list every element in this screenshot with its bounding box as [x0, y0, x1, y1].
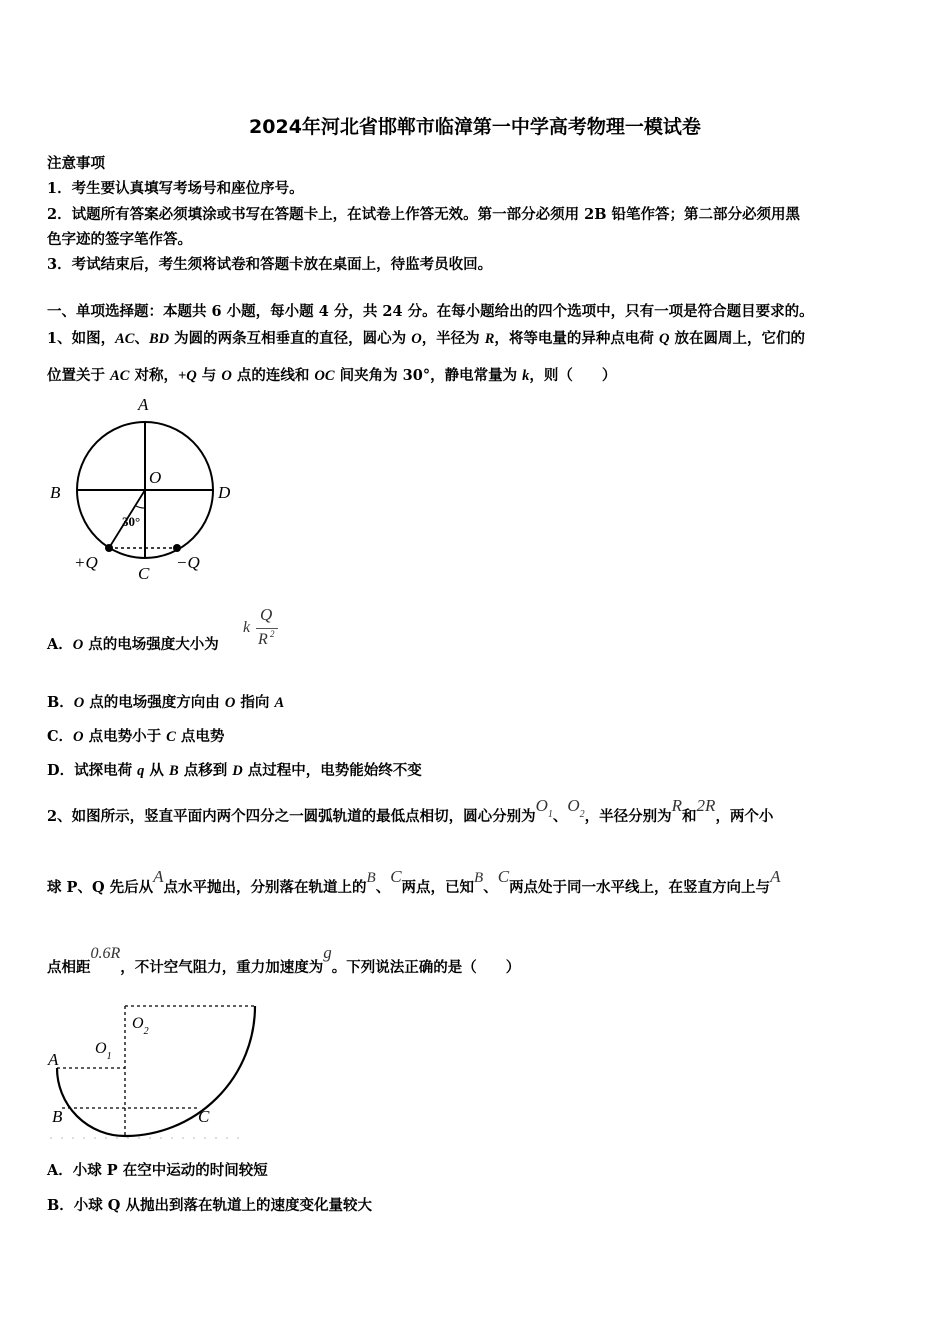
label-angle: 30°	[122, 514, 141, 529]
label-b: B	[50, 483, 61, 502]
label-minus-q: −Q	[176, 553, 200, 572]
small-arc-track	[57, 1068, 125, 1136]
minus-charge-dot	[173, 544, 181, 552]
notice-item: 色字迹的签字笔作答。	[47, 231, 192, 248]
q2-option-a: A．小球 P 在空中运动的时间较短	[47, 1162, 268, 1179]
label-b: B	[52, 1107, 63, 1126]
notice-item: 1．考生要认真填写考场号和座位序号。	[47, 180, 304, 197]
q1-stem-line1: 1、如图，AC、BD 为圆的两条互相垂直的直径，圆心为 O，半径为 R，将等电量的异种点电荷 Q 放在圆周上，它们的	[47, 330, 806, 347]
angle-arc	[136, 506, 145, 508]
label-a: A	[48, 1050, 59, 1069]
notice-item: 3．考试结束后，考生须将试卷和答题卡放在桌面上，待监考员收回。	[47, 256, 493, 273]
label-plus-q: +Q	[74, 553, 98, 572]
label-a: A	[138, 395, 149, 414]
label-o: O	[149, 468, 162, 487]
q2-stem-line1: 2、如图所示，竖直平面内两个四分之一圆弧轨道的最低点相切，圆心分别为$O_1$、$O_2$，半径分别为R和2R，两个小	[47, 796, 774, 825]
q1-option-a: A．O 点的电场强度大小为	[47, 636, 219, 653]
label-c: C	[198, 1107, 210, 1126]
notice-item: 2．试题所有答案必须填涂或书写在答题卡上，在试卷上作答无效。第一部分必须用 2B 铅笔作答；第二部分必须用黑	[47, 206, 801, 223]
q2-option-b: B．小球 Q 从抛出到落在轨道上的速度变化量较大	[47, 1197, 372, 1214]
q2-stem-line3: 点相距0.6R，不计空气阻力，重力加速度为g。下列说法正确的是（ ）	[47, 943, 521, 976]
page-title: 2024年河北省邯郸市临漳第一中学高考物理一模试卷	[249, 116, 701, 138]
section-heading: 一、单项选择题：本题共 6 小题，每小题 4 分，共 24 分。在每小题给出的四个选项中，只有一项是符合题目要求的。	[47, 303, 814, 320]
notice-heading: 注意事项	[47, 155, 105, 172]
q2-track-figure	[40, 998, 270, 1143]
label-o2: $O_2$	[132, 1015, 149, 1037]
q1-stem-line2: 位置关于 AC 对称，+Q 与 O 点的连线和 OC 间夹角为 30°，静电常量为 k，则（ ）	[47, 367, 617, 384]
q2-stem-line2: 球 P、Q 先后从A点水平抛出，分别落在轨道上的B、C两点，已知B、C两点处于同一水平线上，在竖直方向上与A	[47, 867, 781, 896]
plus-charge-dot	[105, 544, 113, 552]
label-o1: $O_1$	[95, 1040, 112, 1062]
q1-option-b: B．O 点的电场强度方向由 O 指向 A	[47, 694, 285, 711]
q1-formula: k Q R 2	[243, 605, 283, 655]
q1-circle-figure	[40, 390, 260, 590]
label-c: C	[138, 564, 150, 583]
q1-option-c: C．O 点电势小于 C 点电势	[47, 728, 225, 745]
q1-option-d: D．试探电荷 q 从 B 点移到 D 点过程中，电势能始终不变	[47, 762, 422, 779]
label-d: D	[218, 483, 231, 502]
